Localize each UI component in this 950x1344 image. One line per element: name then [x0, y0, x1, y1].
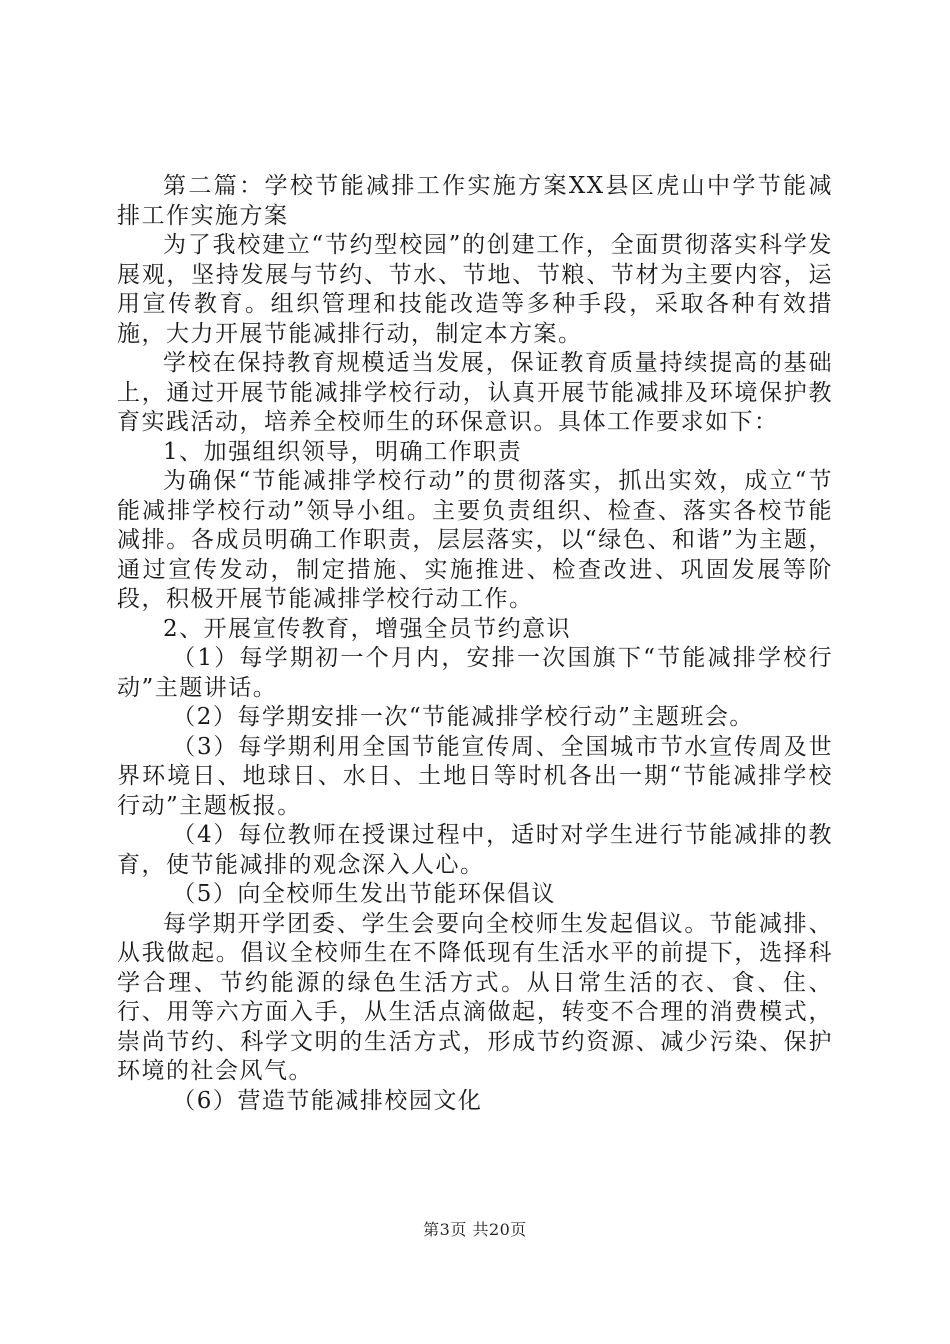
document-body	[117, 172, 833, 1116]
sub-item-4: （4）每位教师在授课过程中，适时对学生进行节能减排的教育，使节能减排的观念深入人心。	[117, 822, 833, 878]
paragraph-leadership: 为确保“节能减排学校行动”的贯彻落实，抓出实效，成立“节能减排学校行动”领导小组。主要负责组织、检查、落实各校节能减排。各成员明确工作职责，层层落实，以“绿色、和谐”为主题，通过宣传发动，制定措施、实施推进、检查改进、巩固发展等阶段，积极开展节能减排学校行动工作。	[117, 468, 833, 612]
page-number-footer: 第3页 共20页	[423, 1220, 527, 1239]
sub-item-1: （1）每学期初一个月内，安排一次国旗下“节能减排学校行动”主题讲话。	[117, 645, 833, 701]
sub-item-6: （6）营造节能减排校园文化	[172, 1087, 483, 1114]
sub-item-3: （3）每学期利用全国节能宣传周、全国城市节水宣传周及世界环境日、地球日、水日、土地日等时机各出一期“节能减排学校行动”主题板报。	[117, 733, 833, 819]
item-heading-1: 1、加强组织领导，明确工作职责	[163, 438, 523, 465]
section-heading: 第二篇：学校节能减排工作实施方案XX县区虎山中学节能减排工作实施方案	[117, 173, 833, 229]
sub-item-2: （2）每学期安排一次“节能减排学校行动”主题班会。	[172, 704, 754, 730]
paragraph-intro: 为了我校建立“节约型校园”的创建工作，全面贯彻落实科学发展观，坚持发展与节约、节水、节地、节粮、节材为主要内容，运用宣传教育。组织管理和技能改造等多种手段，采取各种有效措施，大力开展节能减排行动，制定本方案。	[117, 232, 833, 347]
sub-item-5: （5）向全校师生发出节能环保倡议	[172, 881, 556, 907]
item-heading-2: 2、开展宣传教育，增强全员节约意识	[163, 615, 572, 642]
paragraph-initiative: 每学期开学团委、学生会要向全校师生发起倡议。节能减排、从我做起。倡议全校师生在不降低现有生活水平的前提下，选择科学合理、节约能源的绿色生活方式。从日常生活的衣、食、住、行、用等六方面入手，从生活点滴做起，转变不合理的消费模式，崇尚节约、科学文明的生活方式，形成节约资源、减少污染、保护环境的社会风气。	[117, 910, 833, 1084]
paragraph-basis: 学校在保持教育规模适当发展，保证教育质量持续提高的基础上，通过开展节能减排学校行动，认真开展节能减排及环境保护教育实践活动，培养全校师生的环保意识。具体工作要求如下：	[117, 350, 833, 435]
